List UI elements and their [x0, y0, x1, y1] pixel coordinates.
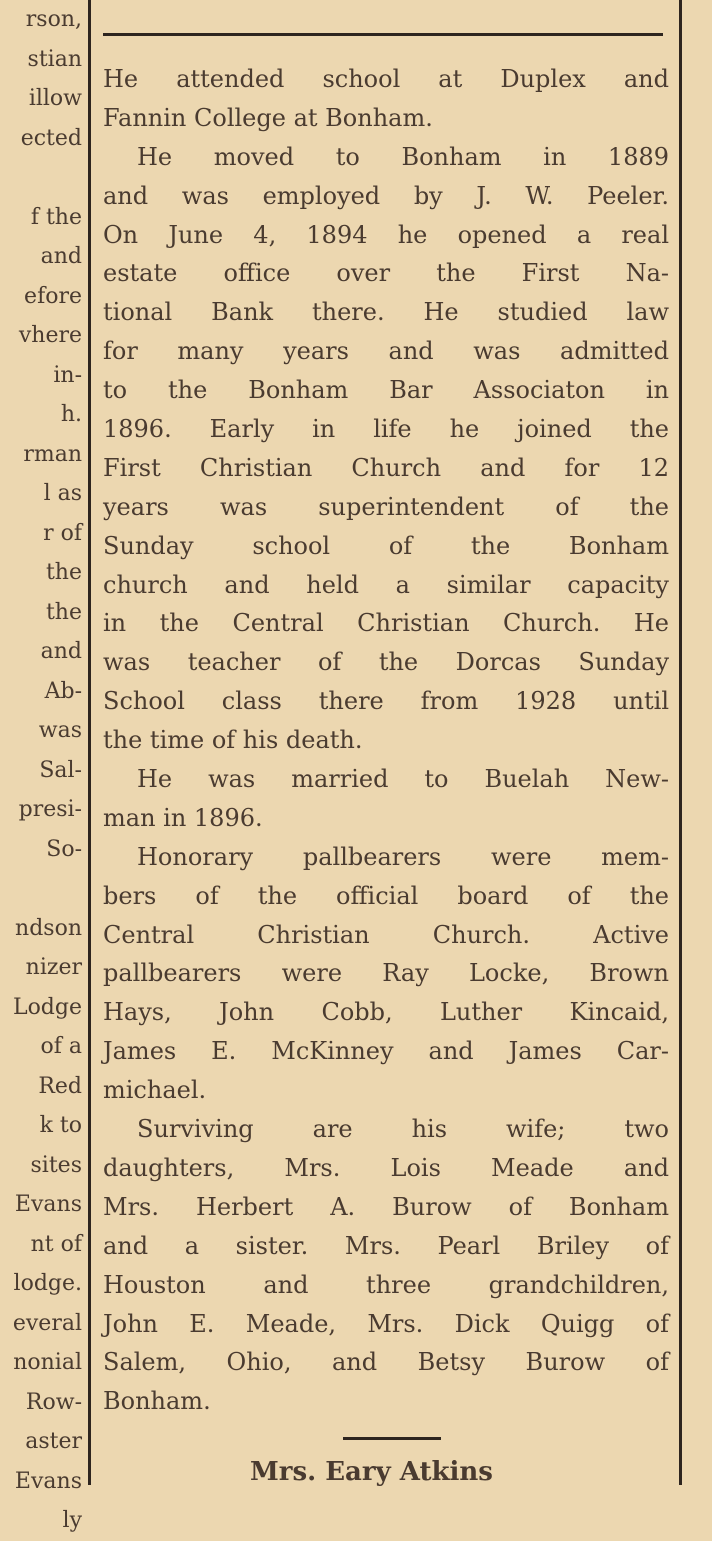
article-line: 1896. Early in life he joined the [103, 415, 669, 444]
article-line: church and held a similar capacity [103, 570, 669, 599]
left-column-line: k to [39, 1113, 82, 1138]
article-line: daughters, Mrs. Lois Meade and [103, 1153, 669, 1182]
article-line: Central Christian Church. Active [103, 920, 669, 949]
left-column-line: f the [30, 204, 82, 230]
article-line: the time of his death. [103, 726, 363, 755]
obituary-article [103, 60, 669, 1421]
left-column-line: Evans [14, 1468, 82, 1494]
article-line: Mrs. Herbert A. Burow of Bonham [103, 1192, 669, 1221]
article-line: Hays, John Cobb, Luther Kincaid, [103, 998, 669, 1027]
left-column-line: rson, [25, 7, 82, 32]
article-line: years was superintendent of the [103, 492, 669, 521]
left-column-line: nonial [13, 1350, 82, 1375]
left-column-line: Row- [25, 1389, 82, 1415]
article-line: Salem, Ohio, and Betsy Burow of [103, 1348, 669, 1377]
left-column-line: sites [30, 1152, 82, 1178]
article-line: James E. McKinney and James Car- [103, 1037, 669, 1066]
article-top-rule [103, 33, 663, 36]
article-line: for many years and was admitted [103, 337, 669, 366]
article-separator-rule [343, 1437, 441, 1440]
left-column-line: nt of [30, 1231, 82, 1257]
left-column-line: l as [43, 481, 82, 506]
left-column-line: lodge. [13, 1271, 82, 1296]
left-column-line: Lodge [12, 994, 82, 1020]
article-line: bers of the official board of the [103, 881, 669, 910]
article-line: in the Central Christian Church. He [103, 609, 669, 638]
article-line: Honorary pallbearers were mem- [137, 842, 669, 871]
left-column-line: Ab- [44, 678, 82, 704]
left-column-line: r of [43, 520, 82, 546]
article-line: He attended school at Duplex and [103, 65, 669, 93]
article-line: pallbearers were Ray Locke, Brown [103, 959, 669, 988]
article-line: man in 1896. [103, 803, 263, 832]
article-line: On June 4, 1894 he opened a real [103, 220, 669, 249]
left-column-line: presi- [18, 797, 82, 822]
article-line: michael. [103, 1076, 207, 1105]
left-column-line: Evans [14, 1192, 82, 1217]
article-line: John E. Meade, Mrs. Dick Quigg of [103, 1309, 669, 1338]
article-line: Fannin College at Bonham. [103, 103, 433, 132]
article-line: and was employed by J. W. Peeler. [103, 181, 669, 210]
article-line: He moved to Bonham in 1889 [137, 142, 669, 171]
left-column-line: the [45, 599, 82, 625]
next-article-heading: Mrs. Eary Atkins [250, 1457, 493, 1487]
left-column-line: nizer [25, 955, 82, 980]
left-column-line: Sal- [39, 757, 82, 783]
article-line: Surviving are his wife; two [137, 1115, 669, 1144]
left-column-line [0, 158, 86, 198]
article-line: to the Bonham Bar Associaton in [103, 376, 669, 405]
article-line: Sunday school of the Bonham [103, 531, 669, 560]
left-column-line: So- [46, 836, 82, 862]
left-column-line: and [40, 244, 82, 269]
left-column-line: was [38, 718, 82, 743]
left-column-line: stian [27, 46, 82, 72]
left-column-line: Red [38, 1073, 82, 1099]
article-line: First Christian Church and for 12 [103, 453, 669, 482]
article-line: estate office over the First Na- [103, 259, 669, 288]
left-column-line: rman [23, 441, 82, 467]
left-column-line: vhere [18, 323, 82, 348]
left-column-line: and [40, 639, 82, 664]
left-column-fragments [0, 0, 86, 1541]
left-column-line: illow [28, 86, 82, 111]
article-line: tional Bank there. He studied law [103, 298, 669, 327]
article-line: He was married to Buelah New- [137, 765, 669, 794]
left-column-line: ected [20, 125, 82, 151]
left-column-line: aster [25, 1429, 82, 1454]
left-column-line: efore [24, 283, 82, 309]
column-rule-right [679, 0, 682, 1485]
article-line: and a sister. Mrs. Pearl Briley of [103, 1231, 669, 1260]
article-line: Houston and three grandchildren, [103, 1270, 669, 1299]
left-column-line [0, 869, 86, 909]
article-line: Bonham. [103, 1387, 211, 1416]
article-line: School class there from 1928 until [103, 687, 669, 716]
left-column-line: the [45, 560, 82, 585]
left-column-line: ly [62, 1508, 82, 1533]
left-column-line: in- [53, 362, 82, 388]
column-rule-left [88, 0, 91, 1485]
left-column-line: everal [12, 1310, 82, 1336]
left-column-line: h. [60, 402, 82, 427]
left-column-line: of a [40, 1034, 82, 1059]
article-line: was teacher of the Dorcas Sunday [103, 648, 669, 677]
left-column-line: ndson [15, 915, 82, 941]
